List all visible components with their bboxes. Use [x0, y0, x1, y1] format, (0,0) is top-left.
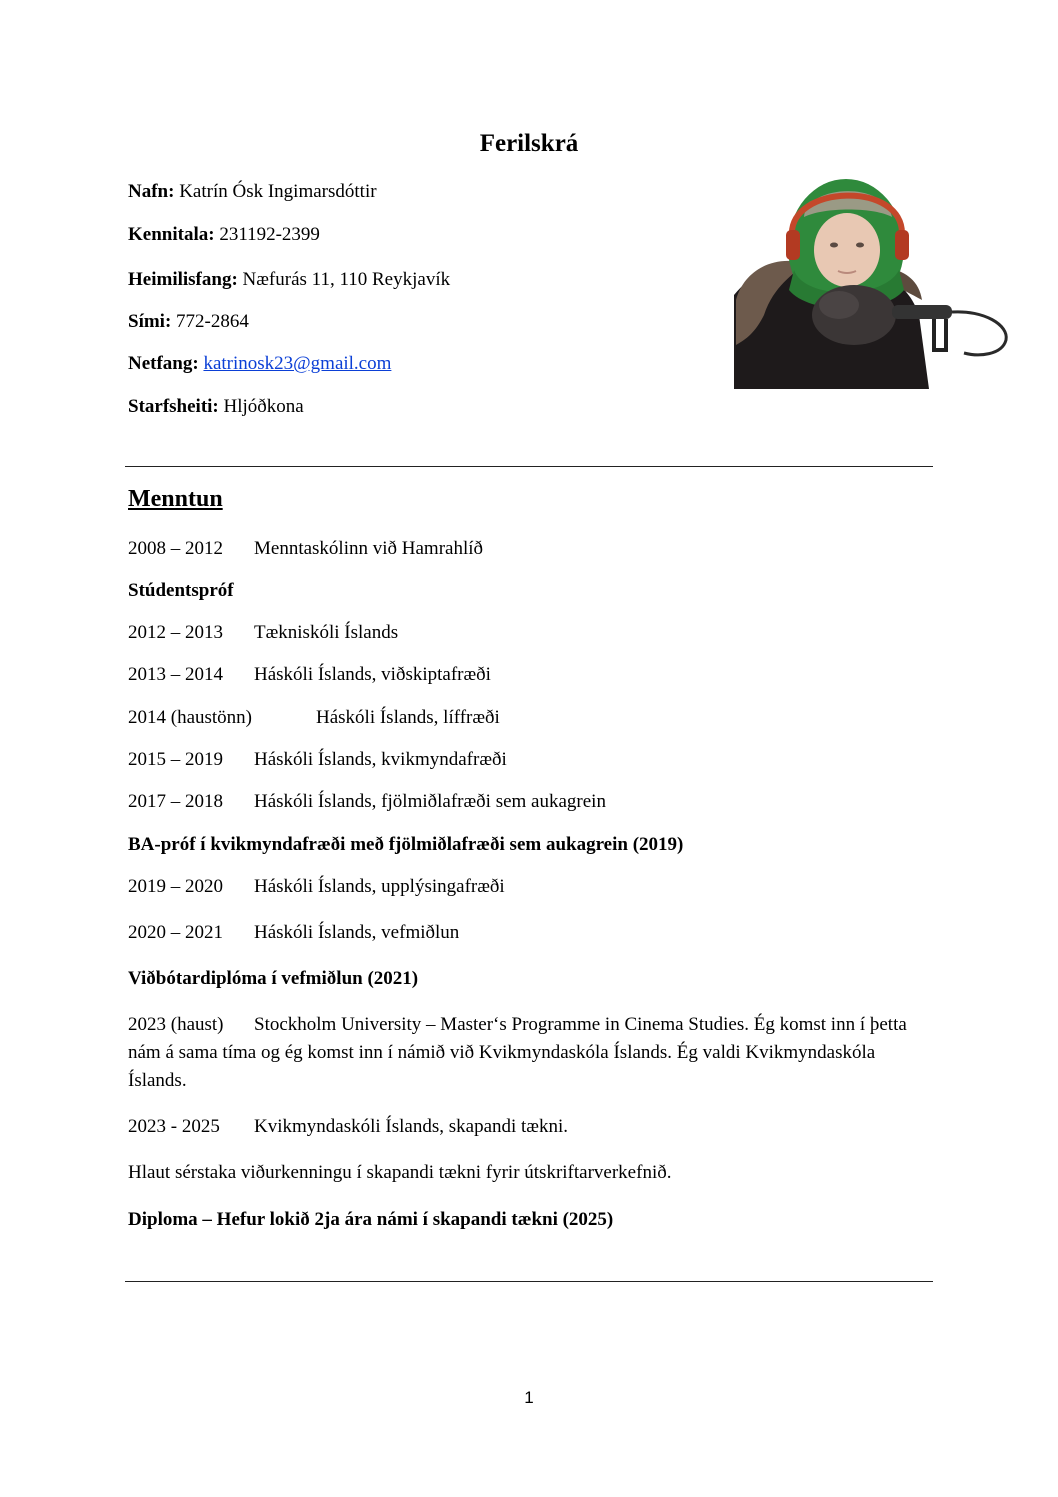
- education-entry: [128, 707, 500, 729]
- education-entry: [128, 876, 505, 898]
- divider-bottom: [125, 1281, 933, 1282]
- entry-text: Háskóli Íslands, líffræði: [316, 707, 500, 728]
- email-field: [128, 353, 391, 375]
- education-entry: [128, 791, 606, 813]
- job-title-value: Hljóðkona: [223, 396, 304, 417]
- entry-years: 2008 – 2012: [128, 538, 223, 559]
- phone-label: Sími:: [128, 311, 172, 332]
- education-degree: BA-próf í kvikmyndafræði með fjölmiðlafræði sem aukagrein (2019): [128, 834, 684, 855]
- name-label: Nafn:: [128, 181, 175, 202]
- profile-photo: [734, 175, 1014, 389]
- education-entry: [128, 749, 507, 771]
- section-heading-education: Menntun: [128, 486, 223, 512]
- entry-years: 2019 – 2020: [128, 876, 223, 897]
- education-entry: [128, 922, 459, 944]
- phone-value: 772-2864: [176, 311, 249, 332]
- entry-text: Tækniskóli Íslands: [254, 622, 399, 643]
- document-title: Ferilskrá: [479, 130, 579, 157]
- id-number-label: Kennitala:: [128, 224, 215, 245]
- entry-years: 2012 – 2013: [128, 622, 223, 643]
- entry-text: Menntaskólinn við Hamrahlíð: [254, 538, 484, 559]
- education-degree: Stúdentspróf: [128, 580, 234, 601]
- education-entry: [128, 1116, 568, 1138]
- entry-text: Háskóli Íslands, vefmiðlun: [254, 922, 460, 943]
- education-entry: [128, 1011, 936, 1095]
- id-number-value: 231192-2399: [219, 224, 320, 245]
- page-number: 1: [524, 1388, 534, 1407]
- entry-years: 2023 (haust): [128, 1014, 224, 1035]
- entry-years: 2014 (haustönn): [128, 707, 253, 728]
- address-label: Heimilisfang:: [128, 269, 238, 290]
- entry-years: 2013 – 2014: [128, 664, 223, 685]
- education-note: Hlaut sérstaka viðurkenningu í skapandi tækni fyrir útskriftarverkefnið.: [128, 1162, 672, 1183]
- education-degree: Viðbótardiplóma í vefmiðlun (2021): [128, 968, 419, 989]
- education-entry: [128, 664, 491, 686]
- entry-text: Háskóli Íslands, kvikmyndafræði: [254, 749, 507, 770]
- address-value: Næfurás 11, 110 Reykjavík: [242, 269, 451, 290]
- entry-text: Háskóli Íslands, upplýsingafræði: [254, 876, 505, 897]
- phone-field: [128, 311, 249, 333]
- entry-years: 2023 - 2025: [128, 1116, 220, 1137]
- divider-top: [125, 466, 933, 467]
- name-value: Katrín Ósk Ingimarsdóttir: [179, 181, 377, 202]
- name-field: [128, 181, 377, 203]
- job-title-field: [128, 396, 304, 418]
- entry-years: 2017 – 2018: [128, 791, 223, 812]
- entry-years: 2015 – 2019: [128, 749, 223, 770]
- entry-years: 2020 – 2021: [128, 922, 223, 943]
- address-field: [128, 269, 450, 291]
- email-label: Netfang:: [128, 353, 199, 374]
- entry-text: Kvikmyndaskóli Íslands, skapandi tækni.: [254, 1116, 569, 1137]
- email-link[interactable]: katrinosk23@gmail.com: [203, 353, 392, 374]
- education-entry: [128, 538, 483, 560]
- entry-text: Háskóli Íslands, viðskiptafræði: [254, 664, 491, 685]
- education-entry: [128, 622, 398, 644]
- education-degree: Diploma – Hefur lokið 2ja ára námi í skapandi tækni (2025): [128, 1209, 614, 1230]
- id-number-field: [128, 224, 320, 246]
- entry-text: Stockholm University – Master‘s Programme in Cinema Studies. Ég komst inn í þetta nám á sama tíma og ég komst inn í námið við Kvikmyndaskóla Íslands. Ég valdi Kvikmyndaskóla Íslands.: [128, 1014, 907, 1091]
- entry-text: Háskóli Íslands, fjölmiðlafræði sem aukagrein: [254, 791, 606, 812]
- job-title-label: Starfsheiti:: [128, 396, 219, 417]
